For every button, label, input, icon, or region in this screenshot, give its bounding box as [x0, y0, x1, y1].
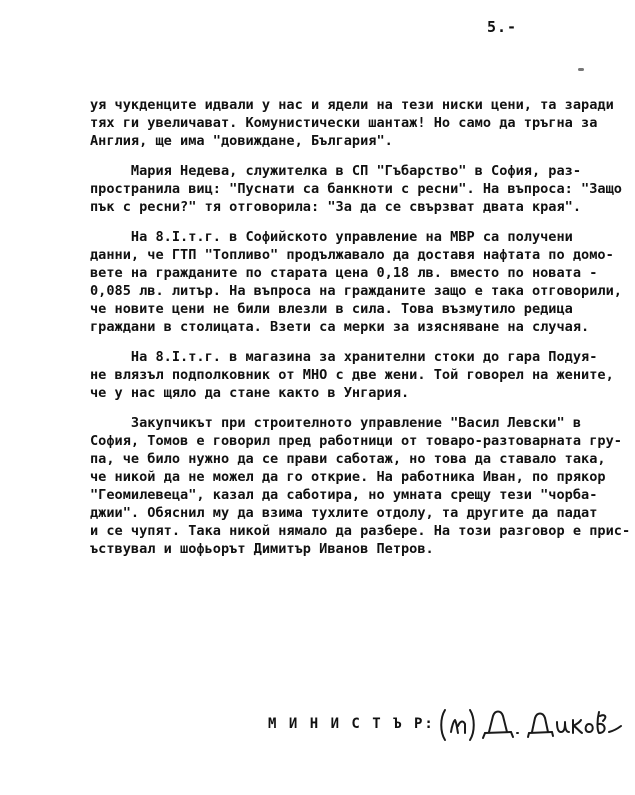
paragraph-gap	[90, 336, 610, 348]
text-line: па, че било нужно да се прави саботаж, но това да ставало така,	[90, 451, 606, 467]
paragraph-gap	[90, 216, 610, 228]
text-line: "Геомилевеца", казал да саботира, но умната срещу тези "чорба-	[90, 487, 598, 503]
text-line: пространила виц: "Пуснати са банкноти с ресни". На въпроса: "Защо	[90, 181, 622, 197]
paragraph-gap	[90, 150, 610, 162]
text-line: уя чукденците идвали у нас и ядели на тези ниски цени, та заради	[90, 97, 614, 113]
text-line: пък с ресни?" тя отговорила: "За да се свързват двата края".	[90, 199, 582, 215]
text-line: На 8.I.т.г. в магазина за хранителни стоки до гара Подуя-	[90, 349, 598, 365]
text-line: не влязъл подполковник от МНО с две жени. Той говорел на жените,	[90, 367, 614, 383]
text-line: Закупчикът при строителното управление "Васил Левски" в	[90, 415, 582, 431]
paragraph-3	[90, 228, 622, 336]
document-body	[90, 96, 631, 558]
scan-speck	[578, 68, 584, 71]
text-line: ъствувал и шофьорът Димитър Иванов Петров.	[90, 541, 434, 557]
text-line: тях ги увеличават. Комунистически шантаж! Но само да тръгна за	[90, 115, 598, 131]
page-number: 5.-	[487, 18, 518, 36]
minister-label: М И Н И С Т Ъ Р:	[268, 716, 435, 732]
text-line: На 8.I.т.г. в Софийското управление на МВР са получени	[90, 229, 573, 245]
text-line: и се чупят. Така никой нямало да разбере. На този разговор е прис-	[90, 523, 631, 539]
paragraph-gap	[90, 402, 610, 414]
text-line: 0,085 лв. литър. На въпроса на гражданите защо е така отговорили,	[90, 283, 622, 299]
text-line: Мария Недева, служителка в СП "Гъбарство" в София, раз-	[90, 163, 582, 179]
paragraph-4	[90, 348, 614, 402]
text-line: че новите цени не били влезли в сила. Това възмутило редица	[90, 301, 573, 317]
handwritten-signature	[437, 702, 627, 746]
paragraph-1	[90, 96, 614, 150]
text-line: данни, че ГТП "Топливо" продължавало да доставя нафтата по домо-	[90, 247, 614, 263]
paragraph-5	[90, 414, 631, 558]
text-line: джии". Обяснил му да взима тухлите отдолу, та другите да падат	[90, 505, 598, 521]
signature-block	[268, 702, 627, 746]
text-line: че никой да не можел да го открие. На работника Иван, по прякор	[90, 469, 606, 485]
text-line: София, Томов е говорил пред работници от товаро-разтоварната гру-	[90, 433, 622, 449]
text-line: граждани в столицата. Взети са мерки за изясняване на случая.	[90, 319, 590, 335]
text-line: Англия, ще има "довиждане, България".	[90, 133, 393, 149]
paragraph-2	[90, 162, 622, 216]
text-line: вете на гражданите по старата цена 0,18 лв. вместо по новата -	[90, 265, 598, 281]
text-line: че у нас щяло да стане както в Унгария.	[90, 385, 410, 401]
